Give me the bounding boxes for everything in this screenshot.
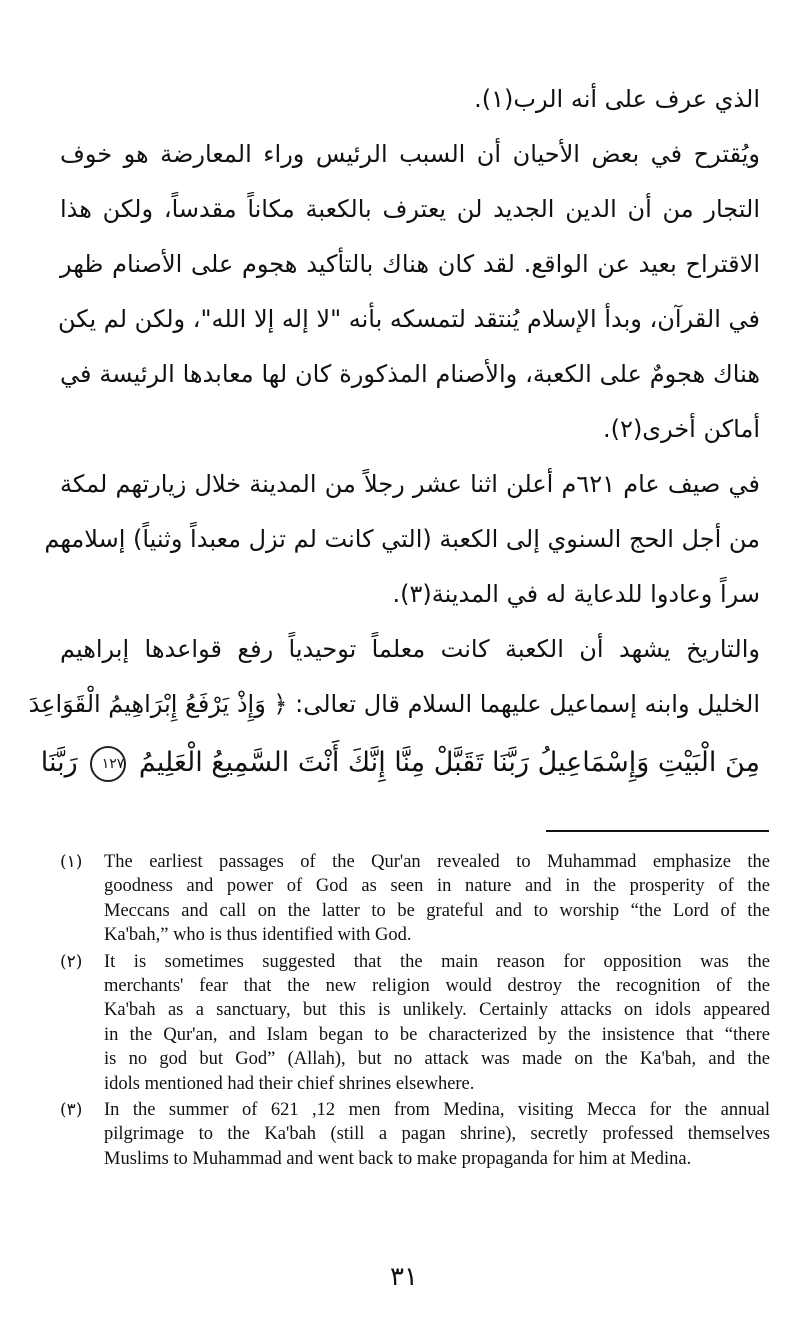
footnote-line: Ka'bah,” who is thus identified with God. [104,925,412,946]
footnote-line: idols mentioned had their chief shrines elsewhere. [104,1073,475,1094]
quran-verse-line [40,732,760,794]
footnote-line: Muslims to Muhammad and went back to make propaganda for him at Medina. [104,1148,692,1169]
body-line: التجار من أن الدين الجديد لن يعترف بالكعبة مكاناً مقدساً، ولكن هذا [60,195,760,223]
body-line: أماكن أخرى(٢). [603,415,760,443]
footnote-2 [60,950,770,1096]
body-line: سراً وعادوا للدعاية له في المدينة(٣). [392,580,760,608]
body-line: في صيف عام ٦٢١م أعلن اثنا عشر رجلاً من المدينة خلال زيارتهم لمكة [60,470,760,498]
footnote-line: is no god but God” (Allah), but no attack was made on the Ka'bah, and the [104,1049,770,1070]
footnote-line: The earliest passages of the Qur'an revealed to Muhammad emphasize the [104,852,770,872]
body-line: الذي عرف على أنه الرب(١). [474,85,760,113]
footnote-line: goodness and power of God as seen in nature and in the prosperity of the [104,876,770,897]
body-line: ويُقترح في بعض الأحيان أن السبب الرئيس وراء المعارضة هو خوف [60,140,760,168]
arabic-body-text [28,72,760,794]
footnote-line: merchants' fear that the new religion would destroy the recognition of the [104,975,770,996]
quran-verse-text: مِنَ الْبَيْتِ وَإِسْمَاعِيلُ رَبَّنَا تَقَبَّلْ مِنَّا إِنَّكَ أَنْتَ السَّمِيعُ الْعَلِيمُ [138,747,760,778]
footnote-divider [546,830,769,832]
footnote-line: It is sometimes suggested that the main reason for opposition was the [104,951,770,972]
page-number: ٣١ [390,1262,418,1292]
ayah-number-marker: ١٢٧ [90,746,126,782]
quran-verse-continuation: رَبَّنَا [40,747,78,778]
footnote-line: In the summer of 621 ,12 men from Medina, visiting Mecca for the annual [104,1099,770,1120]
footnote-line: in the Qur'an, and Islam began to be characterized by the insistence that “there [104,1024,770,1045]
footnote-number: (٣) [60,1099,83,1120]
body-line: في القرآن، وبدأ الإسلام يُنتقد لتمسكه بأنه "لا إله إلا الله"، ولكن لم يكن [57,305,760,333]
body-line: الخليل وابنه إسماعيل عليهما السلام قال تعالى: ﴿ وَإِذْ يَرْفَعُ إِبْرَاهِيمُ الْقَوَاعِدَ [28,690,760,718]
body-line: من أجل الحج السنوي إلى الكعبة (التي كانت لم تزل معبداً وثنياً) إسلامهم [44,525,760,553]
footnote-line: Meccans and call on the latter to be grateful and to worship “the Lord of the [104,900,770,921]
footnote-line: pilgrimage to the Ka'bah (still a pagan shrine), secretly professed themselves [104,1124,770,1145]
footnote-line: Ka'bah as a sanctuary, but this is unlikely. Certainly attacks on idols appeared [104,1000,770,1021]
footnote-1 [60,850,770,948]
body-line: الاقتراح بعيد عن الواقع. لقد كان هناك بالتأكيد هجوم على الأصنام ظهر [60,250,760,278]
footnotes-section [60,850,770,1173]
footnote-number: (١) [60,852,83,872]
footnote-3 [60,1098,770,1171]
body-line: والتاريخ يشهد أن الكعبة كانت معلماً توحيدياً رفع قواعدها إبراهيم [60,635,760,663]
footnote-number: (٢) [60,951,83,972]
body-line: هناك هجومٌ على الكعبة، والأصنام المذكورة كان لها معابدها الرئيسة في [60,360,760,388]
